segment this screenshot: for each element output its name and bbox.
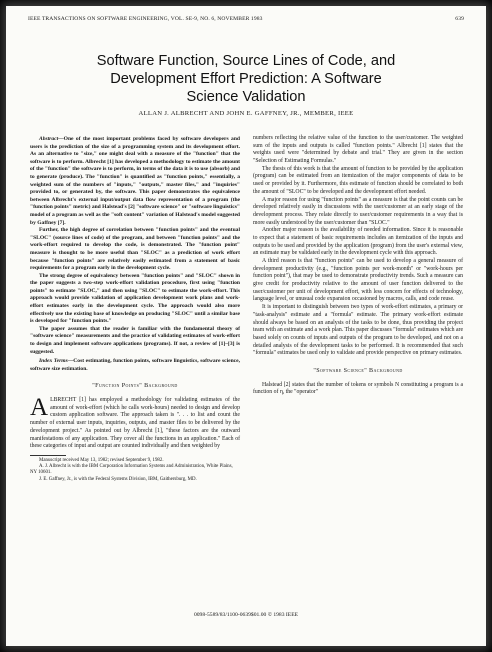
section-heading-software-science: "Software Science" Background <box>313 367 403 374</box>
running-header <box>28 16 464 22</box>
body-paragraph-2: The thesis of this work is that the amount of function to be provided by the application (program) can be estimated from an itemization of the major components of data to be used or provided by it. Furthermore, this estimate of function should be correlated to both the amount of "SLOC" to be developed and the development effort needed. <box>253 165 463 195</box>
title-line-3: Science Validation <box>186 89 306 105</box>
author-line: ALLAN J. ALBRECHT AND JOHN E. GAFFNEY, JR., MEMBER, IEEE <box>138 110 354 117</box>
index-terms-text: —Cost estimating, function points, software linguistics, software science, software size estimation. <box>30 358 240 372</box>
intro-text: LBRECHT [1] has employed a methodology for validating estimates of the amount of work-effort (which he calls work-hours) needed to design and develop custom application software. The approach taken is ". . . to list and count the number of external user inputs, inquiries, outputs, and master files to be delivered by the development project." As pointed out by Albrecht [1], "these factors are the outward manifestations of any application. They cover all the functions in an application." Each of these categories of input and output are counted individually and then weighted by <box>30 397 240 450</box>
drop-cap: A <box>30 394 49 422</box>
page-number: 639 <box>455 16 464 22</box>
body-paragraph-3: A major reason for using "function points" as a measure is that the point counts can be developed relatively easily in discussions with the user/customer at an early stage of the development process. They relate directly to user/customer requirements in a way that is more easily understood by the user/customer than "SLOC." <box>253 196 463 226</box>
index-terms <box>30 358 240 373</box>
body-paragraph-5: A third reason is that "function points" can be used to develop a general measure of development productivity (e.g., "function points per work-month" or "work-hours per function point"), that may be used to demonstrate productivity trends. Such a measure can give credit for productivity relative to the amount of user function delivered to the user/customer per unit of development effort, with less concern for effects of technology, language level, or unusual code expansion occasioned by macros, calls, and code reuse. <box>253 258 463 303</box>
title-line-2: Development Effort Prediction: A Software <box>110 71 382 87</box>
paper-title <box>26 52 466 106</box>
abstract-label: Abstract <box>39 136 59 142</box>
abstract-paragraph-2: Further, the high degree of correlation between "function points" and the eventual "SLOC" (source lines of code) of the program, and between "function points" and the work-effort required to develop the code, is demonstrated. The "function point" measure is thought to be more useful than "SLOC" as a prediction of work effort because "function points" are relatively easily estimated from a statement of basic requirements for a program early in the development cycle. <box>30 227 240 272</box>
footnote-manuscript: Manuscript received May 13, 1982; revised September 9, 1982. <box>39 457 164 463</box>
body-paragraph-6: It is important to distinguish between two types of work-effort estimates, a primary or "task-analysis" estimate and a "formula" estimate. The primary work-effort estimate should always be based on an analysis of the tasks to be done, thus providing the project team with an estimate and a work plan. This paper discusses "formula" estimates which are based solely on counts of inputs and outputs of the program to be developed, and not on a detailed analysis of the development tasks to be performed. It is recommended that such "formula" estimates be used only to validate and provide perspective on primary estimates. <box>253 304 463 357</box>
footnote-gaffney: J. E. Gaffney, Jr., is with the Federal Systems Division, IBM, Gaithersburg, MD. <box>39 476 197 482</box>
left-column <box>30 136 240 483</box>
journal-header: IEEE TRANSACTIONS ON SOFTWARE ENGINEERING, VOL. SE-9, NO. 6, NOVEMBER 1983 <box>28 16 263 22</box>
paper-page <box>6 6 486 646</box>
footnote-albrecht: A. J. Albrecht is with the IBM Corporation Information Systems and Administration, White Plains, NY 10601. <box>30 464 233 476</box>
abstract-paragraph-1 <box>30 136 240 227</box>
abstract-text-1: —One of the most important problems faced by software developers and users is the prediction of the size of a programming system and its development effort. As an alternative to "size," one might deal with a measure of the "function" that the software is to perform. Albrecht [1] has developed a methodology to estimate the amount of the "function" the software is to perform, in terms of the data it is to use (absorb) and to generate (produce). The "function" is quantified as "function points," essentially, a weighted sum of the numbers of "inputs," "outputs," master files," and "inquiries" provided to, or generated by, the software. This paper demonstrates the equivalence between Albrecht's external input/output data flow representation of a program (the "function points" metric) and Halstead's [2] "software science" or "software linguistics" model of a program as well as the "soft content" variation of Halstead's model suggested by Gaffney [7]. <box>30 136 240 226</box>
body-paragraph-4: Another major reason is the availability of needed information. Since it is reasonable to expect that a statement of basic requirements includes an itemization of the inputs and outputs to be used and provided by the application (program) from the user's external view, an estimate may be validated early in the development cycle with this approach. <box>253 227 463 257</box>
right-column <box>253 135 463 397</box>
section-heading-function-points: "Function Points" Background <box>92 383 178 390</box>
body-paragraph-7: Halstead [2] states that the number of tokens or symbols N constituting a program is a function of η, the "operator" <box>253 381 463 396</box>
abstract-paragraph-3: The strong degree of equivalency between "function points" and "SLOC" shown in the paper suggests a two-step work-effort validation procedure, first using "function points" to estimate "SLOC," and then using "SLOC" to estimate the work-effort. This approach would provide validation of application development work plans and work-effort estimates early in the development cycle. The approach would also more effectively use the existing base of knowledge on producing "SLOC" until a similar base is developed for "function points." <box>30 272 240 325</box>
index-terms-label: Index Terms <box>39 358 68 365</box>
abstract-paragraph-4: The paper assumes that the reader is familiar with the fundamental theory of "software science" measurements and the practice of validating estimates of work-effort to design and implement software applications (programs). If not, a review of [1]–[3] is suggested. <box>30 325 240 355</box>
footnote-rule <box>30 455 66 456</box>
title-line-1: Software Function, Source Lines of Code, and <box>96 53 396 69</box>
copyright-footer: 0098-5589/83/1100-0639$01.00 © 1983 IEEE <box>193 612 299 618</box>
intro-paragraph <box>30 394 240 451</box>
body-paragraph-1: numbers reflecting the relative value of the function to the user/customer. The weighted sum of the inputs and outputs is called "function points." Albrecht [1] states that the weights used were "determined by debate and trial." They are given in the section "Selection of Estimating Formulas." <box>253 135 463 165</box>
